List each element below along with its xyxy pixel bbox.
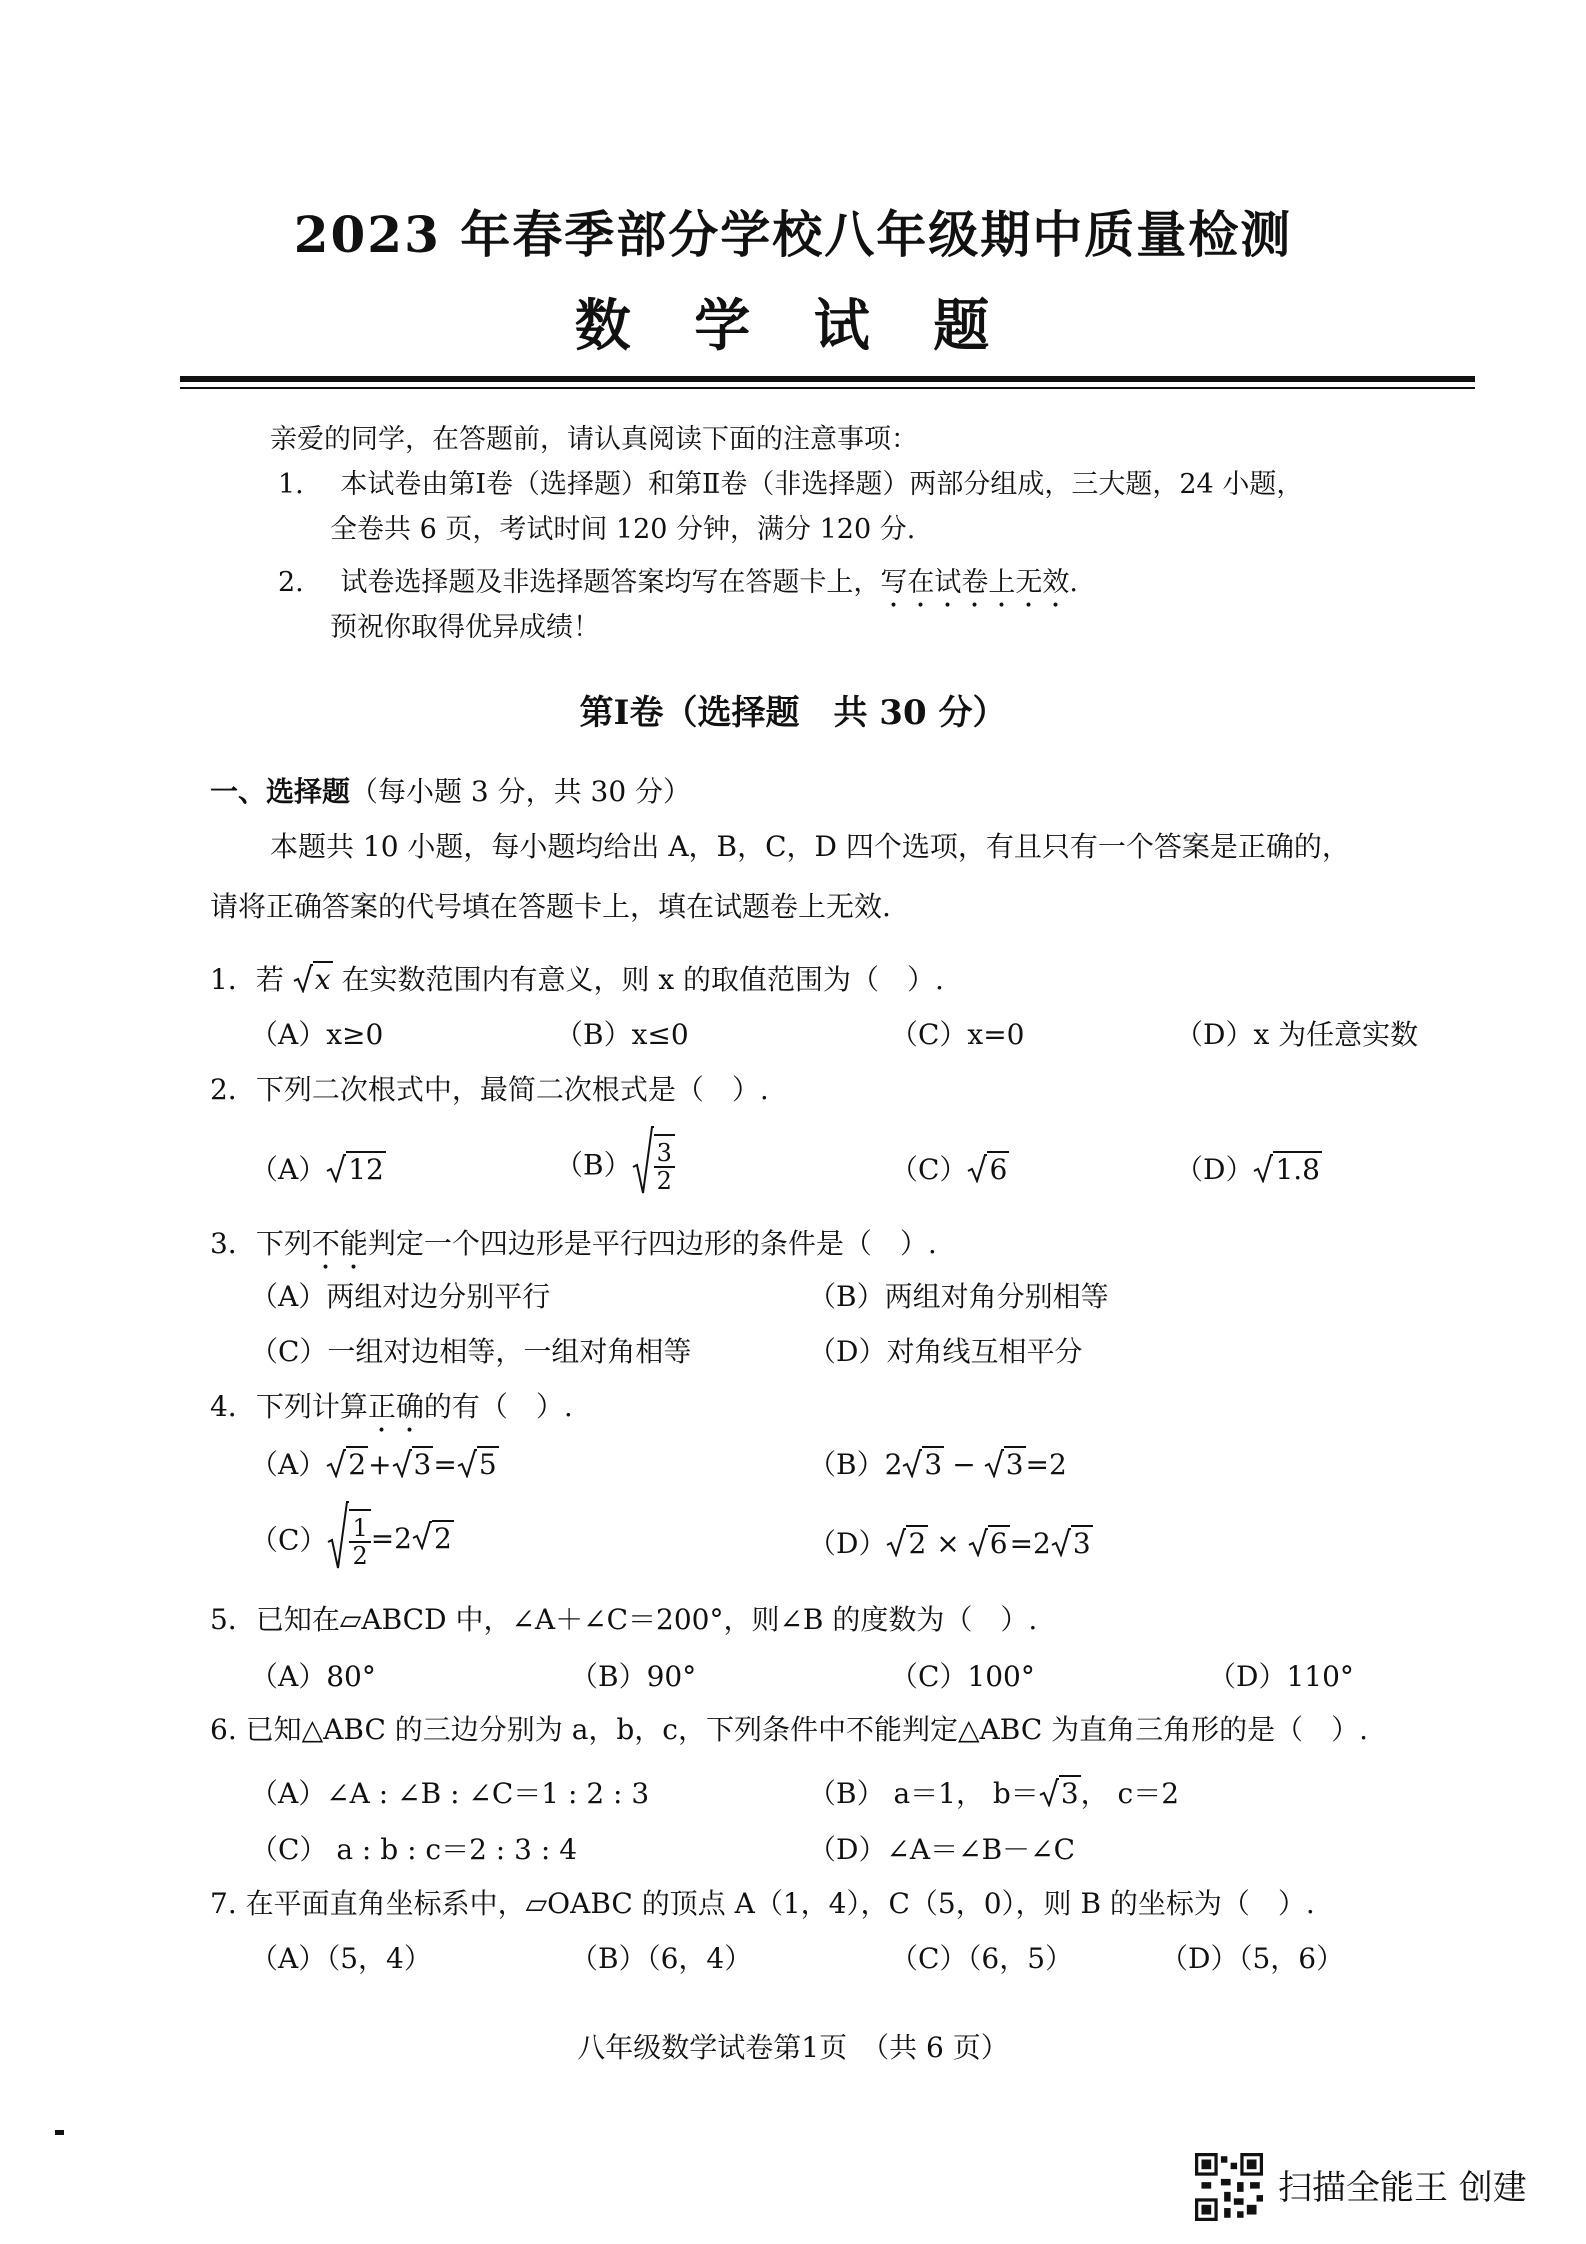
- q4-option-d: [808, 1522, 1093, 1564]
- sqrt-symbol: [886, 1527, 906, 1564]
- sqrt-symbol: [1253, 1153, 1273, 1190]
- question-text: 判定一个四边形是平行四边形的条件是（ ）.: [367, 1227, 937, 1260]
- radicand: 5: [478, 1448, 497, 1481]
- q4-option-b: [808, 1443, 1067, 1485]
- result: =2: [1025, 1448, 1067, 1481]
- option-label: （D）: [808, 1527, 887, 1560]
- q5-option-d: （D）110°: [1208, 1660, 1354, 1693]
- sqrt-symbol: [457, 1448, 477, 1485]
- operator: −: [952, 1448, 976, 1481]
- part-heading-label: 一、选择题: [210, 775, 351, 808]
- instructions-line-2: 请将正确答案的代号填在答题卡上，填在试题卷上无效.: [210, 890, 891, 923]
- title-rule-thin: [180, 387, 1475, 389]
- sqrt-symbol: [902, 1448, 922, 1485]
- notice-item-number: 1.: [278, 469, 304, 500]
- sqrt-symbol: [967, 1153, 987, 1190]
- option-label: （C）: [890, 1153, 968, 1186]
- question-text: 1．若: [210, 963, 284, 996]
- fraction: [349, 1509, 370, 1569]
- part-heading-note: （每小题 3 分，共 30 分）: [350, 775, 692, 808]
- question-1-stem: [210, 958, 944, 1000]
- radicand: 3: [1060, 1777, 1079, 1810]
- sqrt-symbol: [326, 1448, 346, 1485]
- denominator: 2: [656, 1166, 672, 1195]
- instructions-line-1: 本题共 10 小题，每小题均给出 A，B，C，D 四个选项，有且只有一个答案是正确的，: [270, 830, 1350, 863]
- radicand: 3: [924, 1448, 943, 1481]
- question-4-stem: [210, 1385, 573, 1439]
- q7-option-a: （A）（5，4）: [250, 1942, 432, 1975]
- q3-option-d: （D）对角线互相平分: [808, 1335, 1083, 1368]
- sqrt-symbol: [326, 1153, 346, 1190]
- q7-option-d: （D）（5，6）: [1160, 1942, 1345, 1975]
- question-text: 3．下列: [210, 1227, 312, 1260]
- radicand: 1.8: [1275, 1153, 1320, 1186]
- sqrt-symbol: [968, 1527, 988, 1564]
- q1-option-a: （A）x≥0: [250, 1018, 384, 1051]
- emphasis-text: 正确: [367, 1390, 424, 1423]
- question-2-stem: 2．下列二次根式中，最简二次根式是（ ）.: [210, 1073, 769, 1106]
- radicand: 3: [413, 1448, 432, 1481]
- q3-option-b: （B）两组对角分别相等: [808, 1280, 1109, 1313]
- result: =2: [370, 1522, 412, 1555]
- q2-option-c: [890, 1148, 1009, 1190]
- operator: ×: [936, 1527, 960, 1560]
- section-title: 第Ⅰ卷（选择题 共 30 分）: [579, 693, 1007, 733]
- q6-option-b: [808, 1772, 1179, 1814]
- qr-code-icon: [1195, 2153, 1263, 2221]
- q6-option-a: （A）∠A : ∠B : ∠C＝1 : 2 : 3: [250, 1777, 650, 1810]
- part-heading: [210, 770, 691, 810]
- sqrt-symbol: [1051, 1527, 1071, 1564]
- denominator: 2: [352, 1541, 368, 1570]
- q2-option-d: [1175, 1148, 1322, 1190]
- question-7-stem: 7. 在平面直角坐标系中，▱OABC 的顶点 A（1，4），C（5，0），则 B 的坐标为（ ）.: [210, 1887, 1315, 1920]
- radicand: 3: [1005, 1448, 1024, 1481]
- notice-item-1: [278, 460, 1303, 510]
- q3-option-c: （C）一组对边相等，一组对角相等: [250, 1335, 692, 1368]
- q4-option-c: [250, 1500, 454, 1577]
- title-rule-thick: [180, 376, 1475, 382]
- sqrt-symbol: [293, 963, 313, 1000]
- q3-option-a: （A）两组对边分别平行: [250, 1280, 551, 1313]
- scan-mark: [55, 2130, 64, 2135]
- q1-option-b: （B）x≤0: [555, 1018, 689, 1051]
- sqrt-symbol: [632, 1125, 654, 1202]
- page-footer: 八年级数学试卷第1页 （共 6 页）: [577, 2031, 1009, 2064]
- exam-subtitle: 数 学 试 题: [574, 293, 1012, 359]
- emphasis-text: 不能: [311, 1227, 368, 1260]
- option-label: （B）: [555, 1148, 632, 1182]
- option-label: （A）: [250, 1448, 327, 1481]
- option-text: （B） a＝1， b＝: [808, 1777, 1039, 1810]
- q6-option-c: （C） a : b : c＝2 : 3 : 4: [250, 1833, 578, 1866]
- notice-greeting: 亲爱的同学，在答题前，请认真阅读下面的注意事项：: [270, 424, 918, 455]
- question-text: 在实数范围内有意义，则 x 的取值范围为（ ）.: [341, 963, 944, 996]
- q5-option-a: （A）80°: [250, 1660, 376, 1693]
- operator: +: [368, 1448, 392, 1481]
- question-3-stem: [210, 1222, 937, 1276]
- result: =2: [1009, 1527, 1051, 1560]
- radicand: 2: [434, 1522, 452, 1555]
- q1-option-c: （C）x=0: [890, 1018, 1025, 1051]
- q6-option-d: （D）∠A＝∠B－∠C: [808, 1833, 1076, 1866]
- radicand: 12: [348, 1153, 384, 1186]
- sqrt-symbol: [327, 1500, 349, 1577]
- coefficient: 2: [884, 1448, 903, 1481]
- option-text: ， c＝2: [1080, 1777, 1180, 1810]
- numerator: 3: [654, 1140, 675, 1168]
- radicand: 2: [348, 1448, 367, 1481]
- question-5-stem: 5．已知在▱ABCD 中，∠A＋∠C＝200°，则∠B 的度数为（ ）.: [210, 1603, 1038, 1636]
- option-label: （D）: [1175, 1153, 1254, 1186]
- emphasis-text: 写在试卷上无效: [880, 567, 1070, 598]
- radicand: 6: [989, 1527, 1008, 1560]
- q7-option-c: （C）（6，5）: [890, 1942, 1074, 1975]
- sqrt-symbol: [984, 1448, 1004, 1485]
- sqrt-symbol: [412, 1520, 432, 1557]
- q5-option-b: （B）90°: [570, 1660, 697, 1693]
- q1-option-d: （D）x 为任意实数: [1175, 1018, 1419, 1051]
- q7-option-b: （B）（6，4）: [570, 1942, 753, 1975]
- q2-option-a: [250, 1148, 386, 1190]
- option-label: （A）: [250, 1153, 327, 1186]
- option-label: （B）: [808, 1448, 885, 1481]
- question-6-stem: 6. 已知△ABC 的三边分别为 a，b，c，下列条件中不能判定△ABC 为直角三角形的是（ ）.: [210, 1713, 1369, 1746]
- exam-title: 2023 年春季部分学校八年级期中质量检测: [293, 205, 1293, 264]
- notice-item-1-cont: 全卷共 6 页，考试时间 120 分钟，满分 120 分.: [330, 514, 916, 545]
- fraction: [654, 1134, 675, 1194]
- radicand: 6: [989, 1153, 1008, 1186]
- q2-option-b: [555, 1125, 675, 1202]
- q5-option-c: （C）100°: [890, 1660, 1035, 1693]
- option-label: （C）: [250, 1523, 328, 1557]
- sqrt-symbol: [392, 1448, 412, 1485]
- notice-item-text: 试卷选择题及非选择题答案均写在答题卡上，: [340, 567, 881, 598]
- notice-punct: .: [1069, 567, 1078, 598]
- sqrt-symbol: [1039, 1777, 1059, 1814]
- notice-wishes: 预祝你取得优异成绩！: [330, 612, 600, 643]
- radicand: 2: [908, 1527, 927, 1560]
- radicand: x: [314, 963, 331, 996]
- notice-item-number: 2.: [278, 567, 304, 598]
- scanner-watermark: 扫描全能王 创建: [1278, 2168, 1527, 2208]
- question-text: 4．下列计算: [210, 1390, 368, 1423]
- q4-option-a: [250, 1443, 499, 1485]
- radicand: 3: [1072, 1527, 1091, 1560]
- notice-item-text: 本试卷由第Ⅰ卷（选择题）和第Ⅱ卷（非选择题）两部分组成，三大题，24 小题，: [340, 469, 1304, 500]
- numerator: 1: [349, 1515, 370, 1543]
- question-text: 的有（ ）.: [423, 1390, 573, 1423]
- operator: =: [433, 1448, 457, 1481]
